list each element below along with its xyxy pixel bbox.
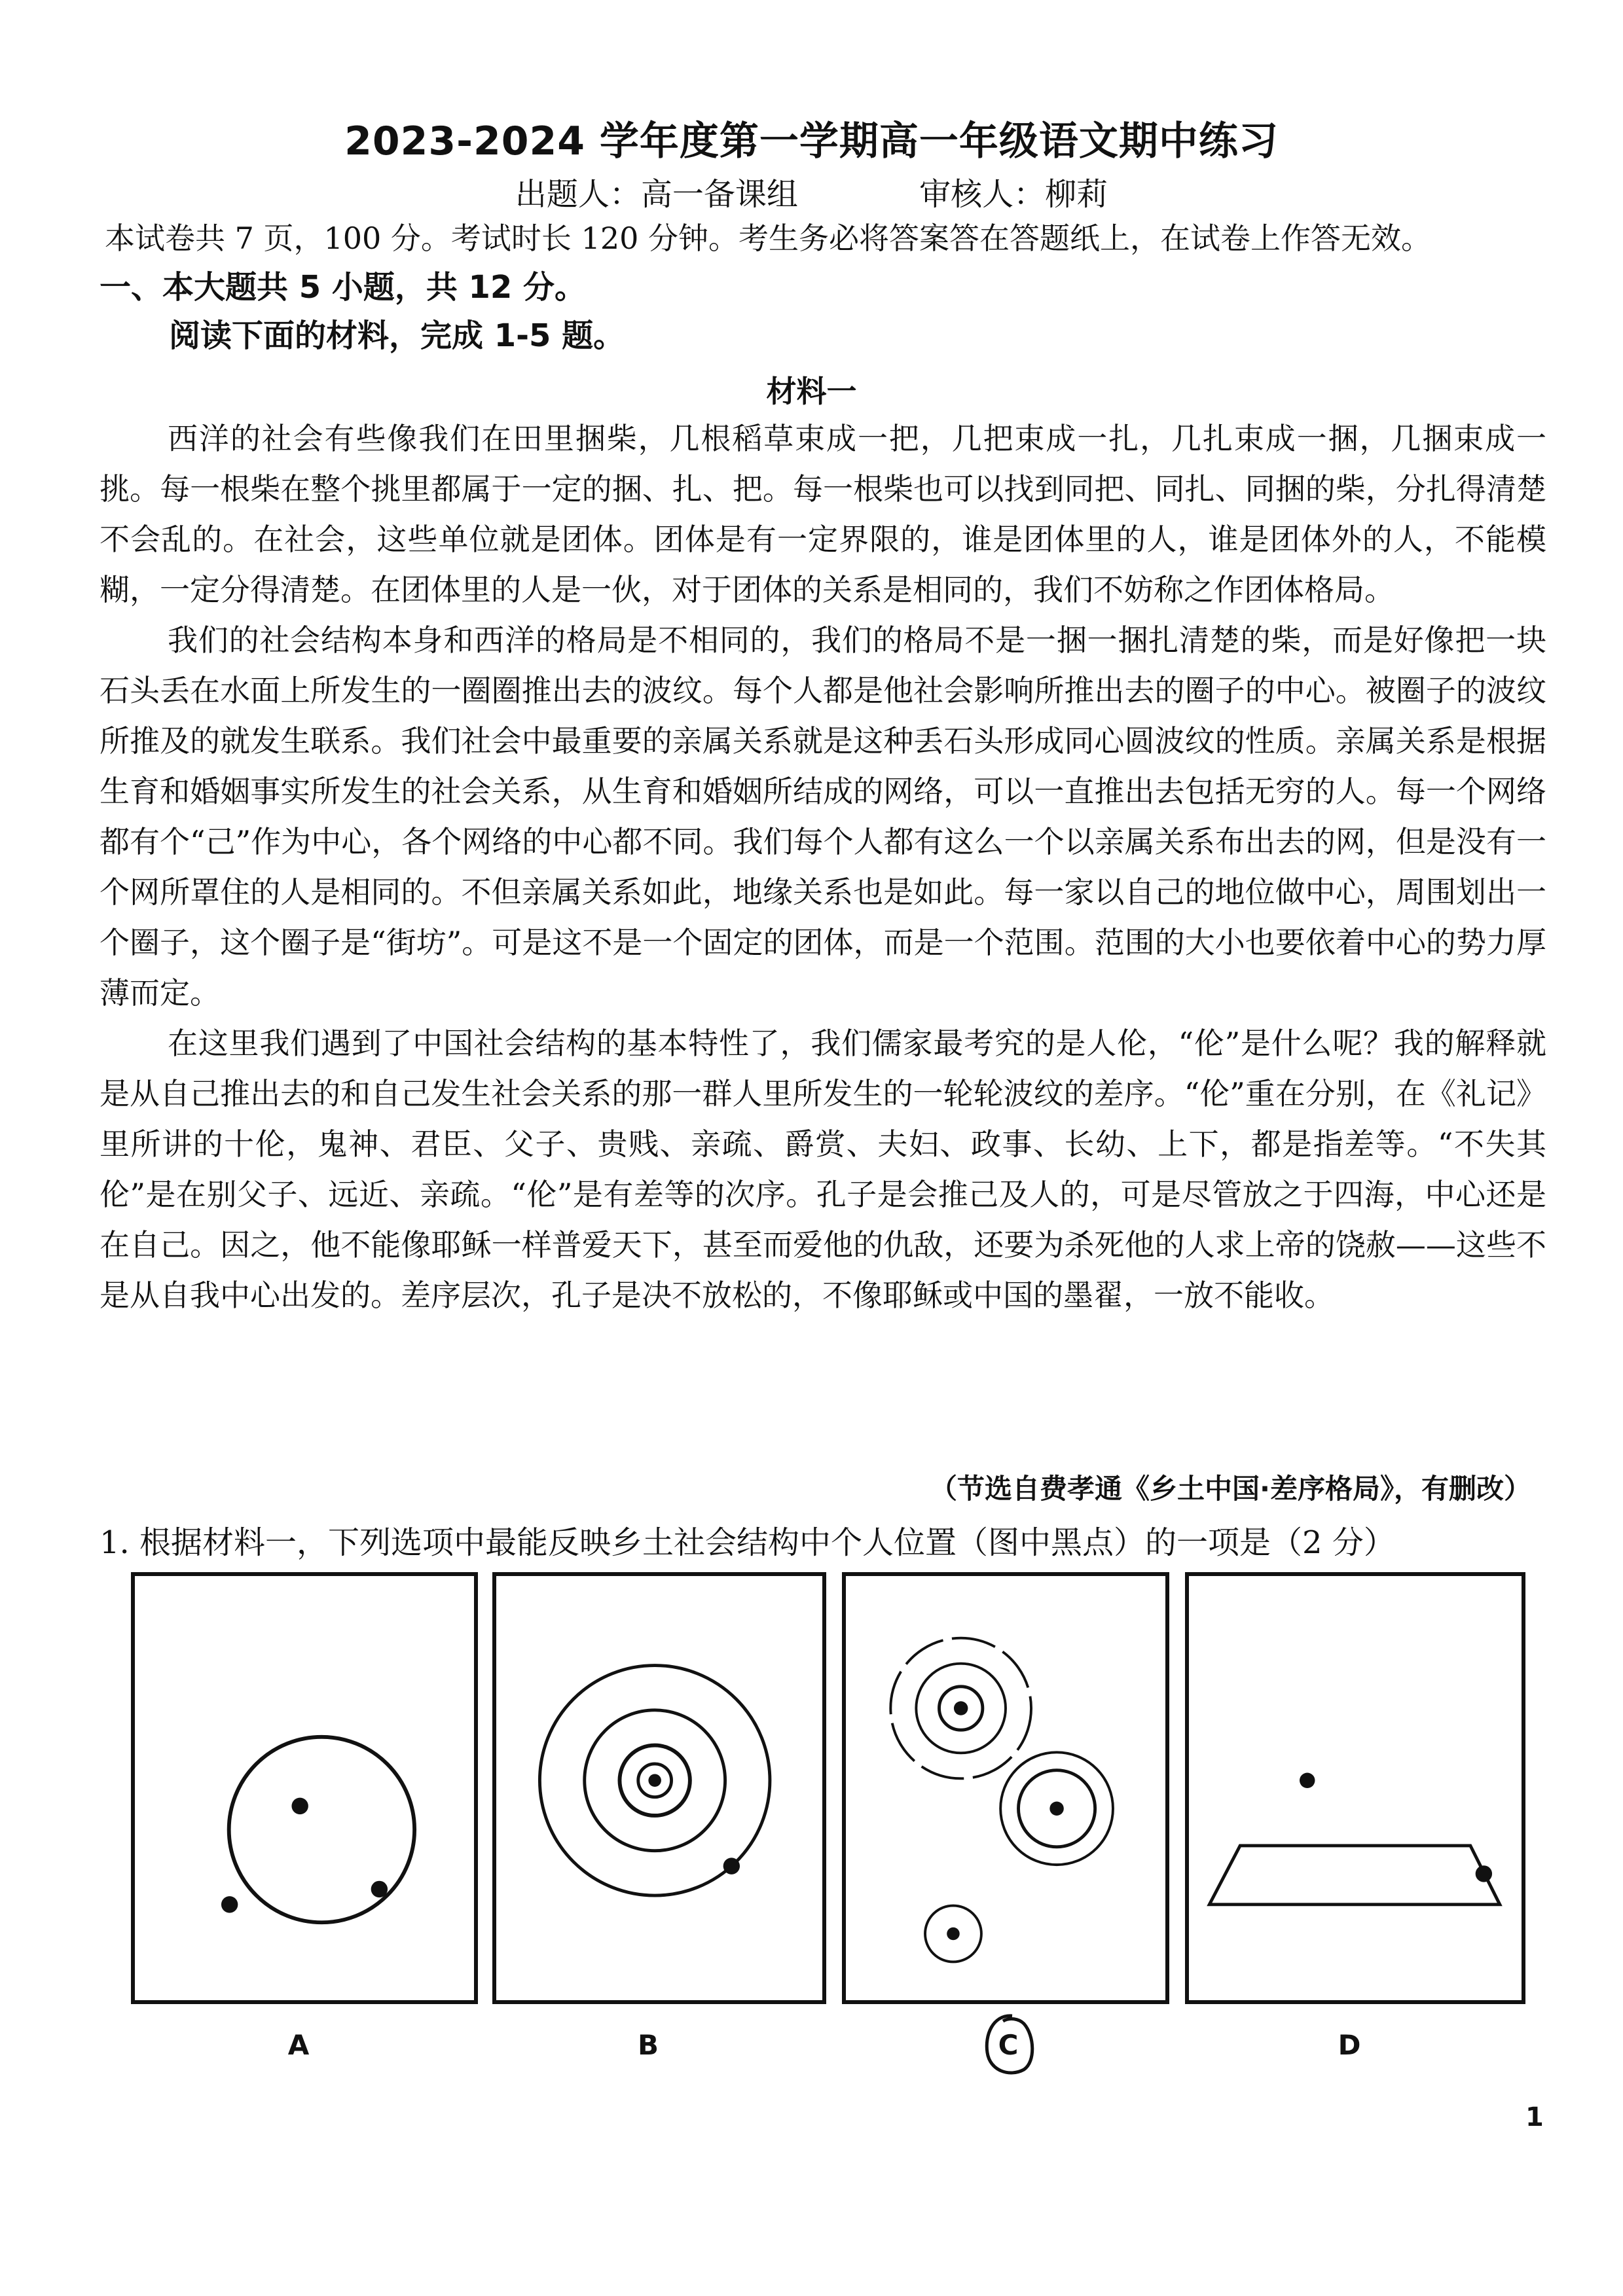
material-source: （节选自费孝通《乡土中国·差序格局》，有删改） bbox=[930, 1473, 1531, 1505]
option-d-label: D bbox=[1338, 2029, 1361, 2061]
paragraph: 我们的社会结构本身和西洋的格局是不相同的，我们的格局不是一捆一捆扎清楚的柴，而是好像把一块石头丢在水面上所发生的一圈圈推出去的波纹。每个人都是他社会影响所推出去的圈子的中心。被圈子的波纹所推及的就发生联系。我们社会中最重要的亲属关系就是这种丢石头形成同心圆波纹的性质。亲属关系是根据生育和婚姻事实所发生的社会关系，从生育和婚姻所结成的网络，可以一直推出去包括无穷的人。每一个网络都有个“己”作为中心，各个网络的中心都不同。我们每个人都有这么一个以亲属关系布出去的网，但是没有一个网所罩住的人是相同的。不但亲属关系如此，地缘关系也是如此。每一家以自己的地位做中心，周围划出一个圈子，这个圈子是“街坊”。可是这不是一个固定的团体，而是一个范围。范围的大小也要依着中心的势力厚薄而定。 bbox=[100, 622, 1546, 1011]
option-d-figure bbox=[1185, 1572, 1525, 2004]
section-heading: 一、本大题共 5 小题，共 12 分。 bbox=[100, 269, 587, 306]
option-b-figure bbox=[492, 1572, 826, 2004]
outside-dot bbox=[1300, 1773, 1315, 1788]
option-a-label: A bbox=[287, 2029, 310, 2061]
center-dot bbox=[1049, 1801, 1063, 1815]
material-title: 材料一 bbox=[766, 374, 857, 409]
option-a-diagram bbox=[135, 1576, 474, 2000]
group-circle bbox=[229, 1737, 414, 1922]
paragraph: 西洋的社会有些像我们在田里捆柴，几根稻草束成一把，几把束成一扎，几扎束成一捆，几捆束成一挑。每一根柴在整个挑里都属于一定的捆、扎、把。每一根柴也可以找到同把、同扎、同捆的柴，分扎得清楚不会乱的。在社会，这些单位就是团体。团体是有一定界限的，谁是团体里的人，谁是团体外的人，不能模糊，一定分得清楚。在团体里的人是一伙，对于团体的关系是相同的，我们不妨称之作团体格局。 bbox=[100, 421, 1546, 607]
exam-title: 2023-2024 学年度第一学期高一年级语文期中练习 bbox=[344, 118, 1279, 164]
author-line bbox=[0, 169, 1623, 214]
material-text bbox=[100, 414, 1546, 1321]
individual-dot bbox=[221, 1896, 238, 1912]
individual-dot bbox=[371, 1881, 388, 1897]
handwritten-circle-mark bbox=[981, 2009, 1036, 2081]
page-number: 1 bbox=[1525, 2102, 1544, 2132]
option-c-figure bbox=[842, 1572, 1169, 2004]
paragraph: 在这里我们遇到了中国社会结构的基本特性了，我们儒家最考究的是人伦，“伦”是什么呢？我的解释就是从自己推出去的和自己发生社会关系的那一群人里所发生的一轮轮波纹的差序。“伦”重在分别，在《礼记》里所讲的十伦，鬼神、君臣、父子、贵贱、亲疏、爵赏、夫妇、政事、长幼、上下，都是指差等。“不失其伦”是在别父子、远近、亲疏。“伦”是有差等的次序。孔子是会推己及人的，可是尽管放之于四海，中心还是在自己。因之，他不能像耶稣一样普爱天下，甚至而爱他的仇敌，还要为杀死他的人求上帝的饶赦——这些不是从自我中心出发的。差序层次，孔子是决不放松的，不像耶稣或中国的墨翟，一放不能收。 bbox=[100, 1026, 1546, 1313]
exam-notice: 本试卷共 7 页，100 分。考试时长 120 分钟。考生务必将答案答在答题纸上，在试卷上作答无效。 bbox=[105, 221, 1431, 256]
center-dot bbox=[954, 1701, 968, 1715]
edge-dot bbox=[723, 1857, 740, 1874]
question-1: 1. 根据材料一，下列选项中最能反映乡土社会结构中个人位置（图中黑点）的一项是（2 分） bbox=[100, 1524, 1395, 1561]
trapezoid-boundary bbox=[1209, 1846, 1500, 1905]
option-c-label: C bbox=[998, 2029, 1019, 2061]
reviewer-label: 审核人：柳莉 bbox=[919, 176, 1108, 213]
setter-label: 出题人：高一备课组 bbox=[515, 176, 798, 213]
option-c-diagram bbox=[846, 1576, 1165, 2000]
option-b-diagram bbox=[496, 1576, 822, 2000]
option-d-diagram bbox=[1189, 1576, 1522, 2000]
center-dot bbox=[947, 1928, 960, 1941]
reading-instruction: 阅读下面的材料，完成 1-5 题。 bbox=[169, 317, 625, 354]
option-a-figure bbox=[131, 1572, 478, 2004]
center-dot bbox=[648, 1774, 661, 1787]
individual-dot bbox=[291, 1798, 308, 1814]
boundary-dot bbox=[1476, 1865, 1492, 1882]
option-b-label: B bbox=[637, 2029, 659, 2061]
